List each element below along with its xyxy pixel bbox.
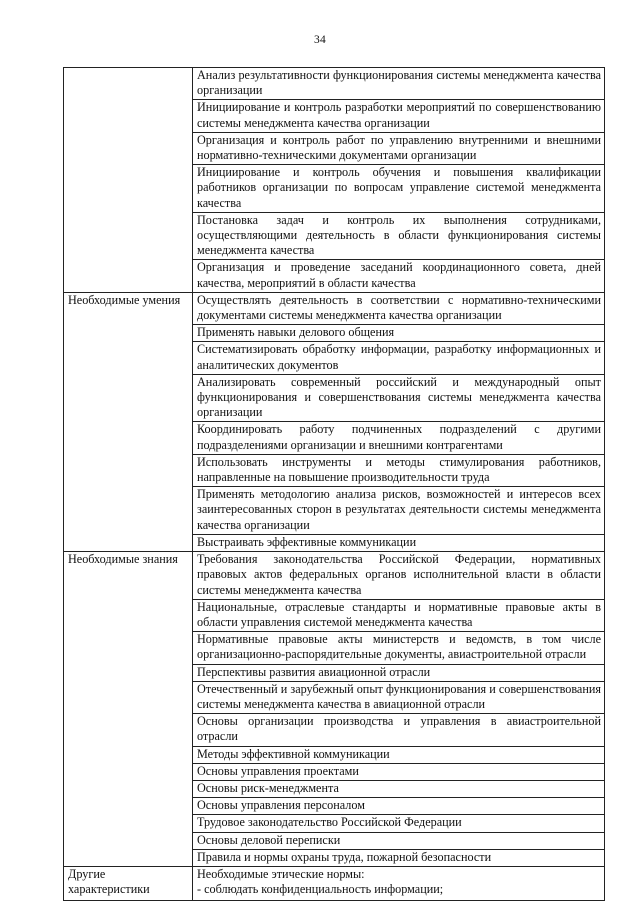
list-item: Основы организации производства и управления в авиастроительной отрасли bbox=[193, 714, 604, 746]
list-item bbox=[193, 867, 604, 900]
list-item: Систематизировать обработку информации, разработку информационных и аналитических документов bbox=[193, 342, 604, 374]
row-label: Необходимые умения bbox=[64, 292, 193, 551]
table-row-skills bbox=[64, 292, 605, 551]
row-label bbox=[64, 68, 193, 293]
page-number: 34 bbox=[314, 34, 326, 46]
row-label: Необходимые знания bbox=[64, 552, 193, 867]
list-item: Основы управления проектами bbox=[193, 764, 604, 781]
row-content bbox=[193, 552, 605, 867]
list-item: Основы управления персоналом bbox=[193, 798, 604, 815]
competency-table bbox=[63, 67, 605, 901]
list-item: Применять методологию анализа рисков, возможностей и интересов всех заинтересованных сторон в результатах деятельности системы менеджмента качества организации bbox=[193, 487, 604, 535]
text-line: - соблюдать конфиденциальность информации; bbox=[197, 882, 444, 897]
row-content bbox=[193, 866, 605, 900]
list-item: Перспективы развития авиационной отрасли bbox=[193, 665, 604, 682]
list-item: Нормативные правовые акты министерств и ведомств, в том числе организационно-распорядительные документы, авиастроительной отрасли bbox=[193, 632, 604, 664]
list-item: Основы деловой переписки bbox=[193, 833, 604, 850]
list-item: Правила и нормы охраны труда, пожарной безопасности bbox=[197, 849, 492, 864]
list-item: Анализировать современный российский и международный опыт функционирования и совершенствования системы менеджмента качества организации bbox=[193, 375, 604, 423]
list-item: Анализ результативности функционирования системы менеджмента качества организации bbox=[193, 68, 604, 100]
row-content bbox=[193, 68, 605, 293]
table-row-knowledge bbox=[64, 552, 605, 867]
list-item: Применять навыки делового общения bbox=[193, 325, 604, 342]
row-label: Другие характеристики bbox=[64, 866, 193, 900]
list-item: Отечественный и зарубежный опыт функционирования и совершенствования системы менеджмента качества в авиационной отрасли bbox=[193, 682, 604, 714]
table-row-functions bbox=[64, 68, 605, 293]
list-item: Трудовое законодательство Российской Федерации bbox=[193, 815, 604, 832]
row-content bbox=[193, 292, 605, 551]
list-item: Осуществлять деятельность в соответствии с нормативно-техническими документами системы менеджмента качества организации bbox=[193, 293, 604, 325]
list-item: Выстраивать эффективные коммуникации bbox=[197, 534, 417, 549]
list-item: Требования законодательства Российской Федерации, нормативных правовых актов федеральных органов исполнительной власти в области системы менеджмента качества bbox=[193, 552, 604, 600]
list-item: Использовать инструменты и методы стимулирования работников, направленные на повышение производительности труда bbox=[193, 455, 604, 487]
table-row-other bbox=[64, 866, 605, 900]
list-item: Инициирование и контроль разработки мероприятий по совершенствованию системы менеджмента качества организации bbox=[193, 100, 604, 132]
list-item: Инициирование и контроль обучения и повышения квалификации работников организации по вопросам управление системой менеджмента качества bbox=[193, 165, 604, 213]
list-item: Организация и проведение заседаний координационного совета, дней качества, мероприятий в области качества bbox=[197, 260, 601, 290]
list-item: Постановка задач и контроль их выполнения сотрудниками, осуществляющими деятельность в области функционирования системы менеджмента качества bbox=[193, 213, 604, 261]
text-line: Необходимые этические нормы: bbox=[197, 866, 365, 881]
list-item: Координировать работу подчиненных подразделений с другими подразделениями организации и внешними контрагентами bbox=[193, 422, 604, 454]
list-item: Организация и контроль работ по управлению внутренними и внешними нормативно-техническими документами организации bbox=[193, 133, 604, 165]
list-item: Методы эффективной коммуникации bbox=[193, 747, 604, 764]
list-item: Национальные, отраслевые стандарты и нормативные правовые акты в области управления системой менеджмента качества bbox=[193, 600, 604, 632]
list-item: Основы риск-менеджмента bbox=[193, 781, 604, 798]
